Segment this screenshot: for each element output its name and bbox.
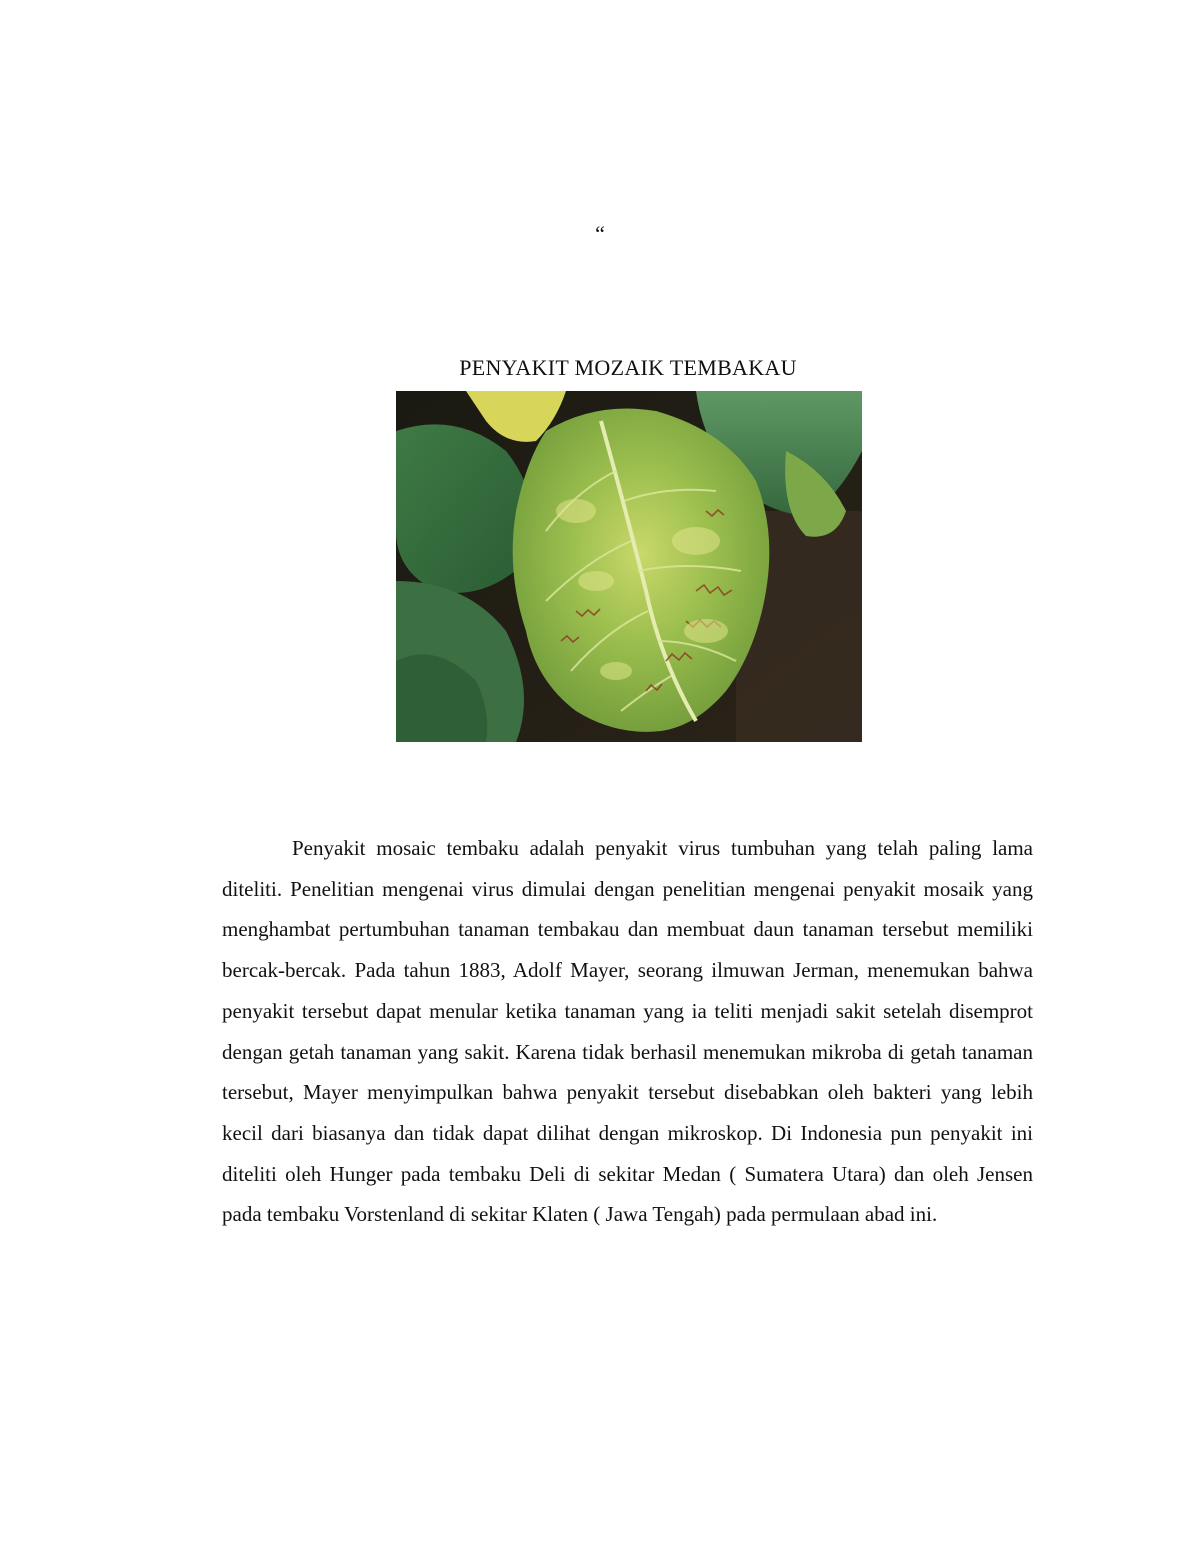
page-title: PENYAKIT MOZAIK TEMBAKAU	[459, 354, 797, 380]
tobacco-leaf-icon	[396, 391, 862, 742]
leaf-photo	[396, 391, 862, 742]
body-paragraph: Penyakit mosaic tembaku adalah penyakit virus tumbuhan yang telah paling lama diteliti. Penelitian mengenai virus dimulai dengan penelitian mengenai penyakit mosaik yang menghambat pertumbuhan tanaman tembakau dan membuat daun tanaman tersebut memiliki bercak-bercak. Pada tahun 1883, Adolf Mayer, seorang ilmuwan Jerman, menemukan bahwa penyakit tersebut dapat menular ketika tanaman yang ia teliti menjadi sakit setelah disemprot dengan getah tanaman yang sakit. Karena tidak berhasil menemukan mikroba di getah tanaman tersebut, Mayer menyimpulkan bahwa penyakit tersebut disebabkan oleh bakteri yang lebih kecil dari biasanya dan tidak dapat dilihat dengan mikroskop. Di Indonesia pun penyakit ini diteliti oleh Hunger pada tembaku Deli di sekitar Medan ( Sumatera Utara) dan oleh Jensen pada tembaku Vorstenland di sekitar Klaten ( Jawa Tengah) pada permulaan abad ini.	[222, 836, 1033, 1227]
quote-mark: “	[595, 221, 605, 246]
